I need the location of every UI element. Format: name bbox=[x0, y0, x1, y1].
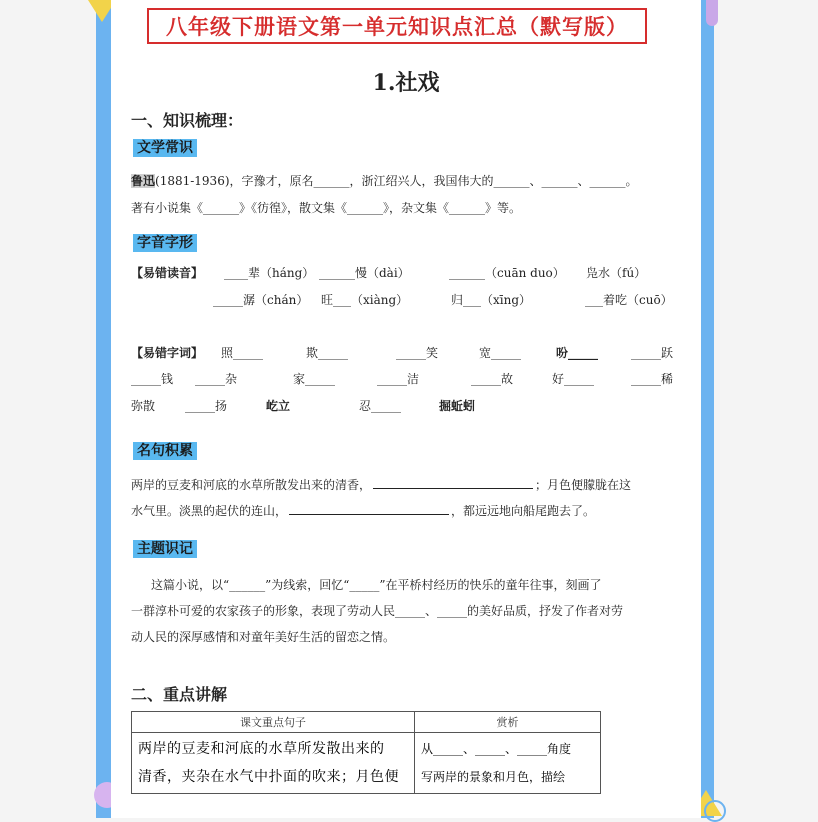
theme-line-1: 这篇小说，以“______”为线索，回忆“_____”在平桥村经历的快乐的童年往事，刻画了 bbox=[151, 578, 602, 592]
words-label: 【易错字词】 bbox=[131, 346, 204, 360]
pron-item: 凫水（fú） bbox=[586, 266, 647, 280]
sentence-line: 清香，夹杂在水气中扑面的吹来；月色便 bbox=[138, 769, 399, 785]
pron-item: ______慢（dài） bbox=[319, 266, 410, 280]
pron-label: 【易错读音】 bbox=[131, 266, 204, 280]
word-item: 掘蚯蚓 bbox=[439, 399, 476, 413]
table-header: 课文重点句子 bbox=[132, 712, 415, 733]
section-heading-key-points: 二、重点讲解 bbox=[131, 685, 228, 704]
literature-line-1: 鲁迅(1881-1936)，字豫才，原名______，浙江绍兴人，我国伟大的______、______、______。 bbox=[131, 174, 638, 188]
ring-decoration-icon bbox=[704, 800, 726, 822]
pron-item: 归___（xīng） bbox=[451, 293, 532, 307]
analysis-line: 从_____、_____、_____角度 bbox=[421, 742, 572, 756]
pron-item: ____辈（háng） bbox=[224, 266, 315, 280]
word-item: _____扬 bbox=[185, 399, 228, 413]
banner-title: 八年级下册语文第一单元知识点汇总（默写版） bbox=[166, 14, 628, 39]
pron-item: _____潺（chán） bbox=[213, 293, 309, 307]
tag-quotes: 名句积累 bbox=[133, 442, 197, 460]
word-item: 弥散 bbox=[131, 399, 156, 413]
tag-literature: 文学常识 bbox=[133, 139, 197, 157]
section-heading-knowledge: 一、知识梳理： bbox=[131, 111, 244, 130]
word-item: 好_____ bbox=[552, 372, 595, 386]
theme-line-3: 动人民的深厚感情和对童年美好生活的留恋之情。 bbox=[131, 630, 396, 644]
quote-line-2: 水气里。淡黑的起伏的连山， ，都远远地向船尾跑去了。 bbox=[131, 504, 596, 518]
word-item: _____稀 bbox=[631, 372, 674, 386]
table-row bbox=[132, 733, 601, 794]
document-page bbox=[111, 0, 701, 818]
quote-blank bbox=[289, 514, 449, 515]
word-item: _____洁 bbox=[377, 372, 420, 386]
lesson-title: 1.社戏 bbox=[372, 70, 440, 96]
table-header: 赏析 bbox=[415, 712, 601, 733]
sentence-line: 两岸的豆麦和河底的水草所发散出来的 bbox=[138, 741, 385, 757]
literature-line-2: 著有小说集《______》《彷徨》，散文集《______》，杂文集《______》等。 bbox=[131, 201, 522, 215]
word-item: _____钱 bbox=[131, 372, 174, 386]
word-item: _____笑 bbox=[396, 346, 439, 360]
pron-item: ______（cuān duo） bbox=[449, 266, 565, 280]
word-item: 吩_____ bbox=[556, 346, 599, 360]
quote-line-1: 两岸的豆麦和河底的水草所散发出来的清香， ；月色便朦胧在这 bbox=[131, 478, 632, 492]
word-item: 家_____ bbox=[293, 372, 336, 386]
word-item: 宽_____ bbox=[479, 346, 522, 360]
analysis-table bbox=[131, 711, 601, 794]
word-item: _____跃 bbox=[631, 346, 674, 360]
pron-item: 旺___（xiàng） bbox=[321, 293, 409, 307]
word-item: 屹立 bbox=[266, 399, 291, 413]
table-header-row bbox=[132, 712, 601, 733]
sentence-cell bbox=[132, 733, 415, 794]
quote-blank bbox=[373, 488, 533, 489]
analysis-cell bbox=[415, 733, 601, 794]
pron-item: ___着吃（cuō） bbox=[585, 293, 673, 307]
tab-decoration-icon bbox=[706, 0, 718, 26]
word-item: 欺_____ bbox=[306, 346, 349, 360]
word-item: 照_____ bbox=[221, 346, 264, 360]
theme-line-2: 一群淳朴可爱的农家孩子的形象，表现了劳动人民_____、_____的美好品质，抒发了作者对劳 bbox=[131, 604, 624, 618]
tag-theme: 主题识记 bbox=[133, 540, 197, 558]
analysis-line: 写两岸的景象和月色，描绘 bbox=[421, 770, 566, 784]
tag-pronunciation: 字音字形 bbox=[133, 234, 197, 252]
word-item: 忍_____ bbox=[359, 399, 402, 413]
word-item: _____故 bbox=[471, 372, 514, 386]
word-item: _____杂 bbox=[195, 372, 238, 386]
document-banner bbox=[147, 8, 647, 44]
author-name: 鲁迅 bbox=[131, 174, 156, 188]
